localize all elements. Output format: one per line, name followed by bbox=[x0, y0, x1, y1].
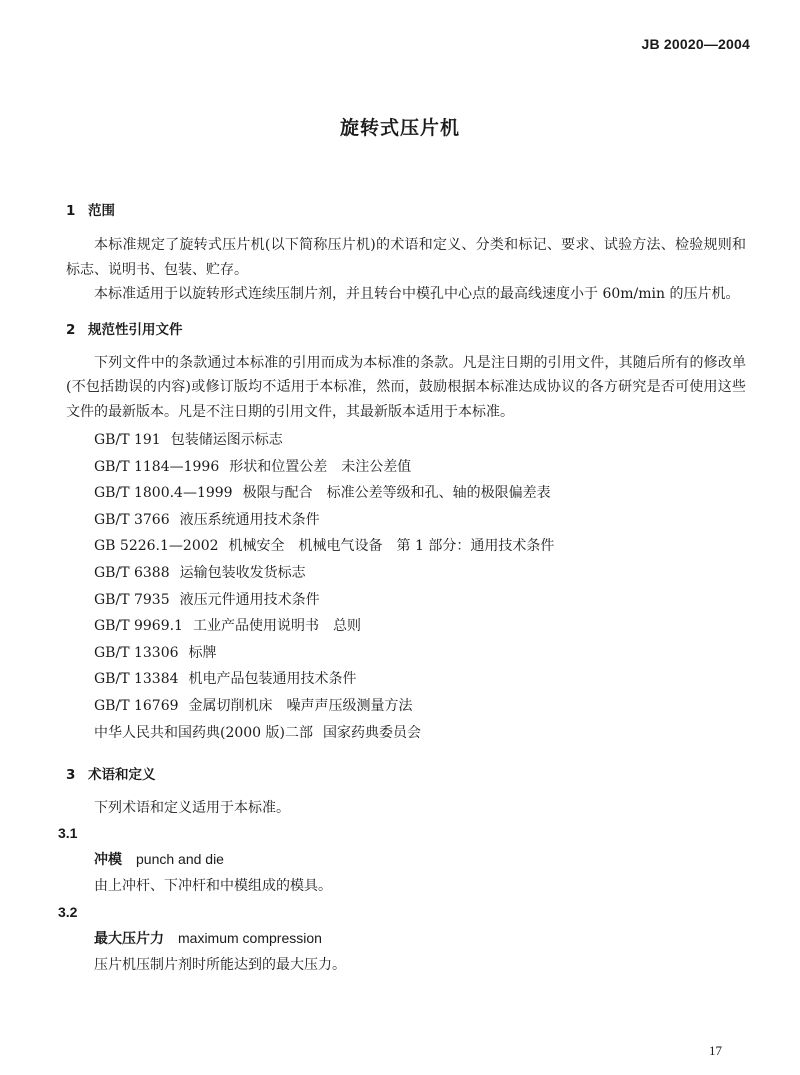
term-entry bbox=[66, 846, 746, 873]
document-body bbox=[58, 198, 746, 979]
reference-code: GB/T 13306 bbox=[94, 644, 179, 661]
term-number: 3.1 bbox=[58, 824, 78, 841]
page-title: 旋转式压片机 bbox=[339, 117, 460, 139]
reference-code: GB/T 7935 bbox=[94, 591, 170, 608]
reference-code: GB 5226.1—2002 bbox=[94, 538, 219, 555]
reference-item bbox=[66, 454, 746, 481]
reference-code: 中华人民共和国药典(2000 版)二部 bbox=[94, 724, 314, 741]
reference-item bbox=[66, 720, 746, 747]
scope-paragraph-1: 本标准规定了旋转式压片机(以下简称压片机)的术语和定义、分类和标记、要求、试验方法、检验规则和标志、说明书、包装、贮存。 bbox=[66, 237, 746, 278]
document-code: JB 20020—2004 bbox=[641, 36, 750, 52]
reference-title: 金属切削机床 噪声声压级测量方法 bbox=[188, 697, 413, 714]
reference-title: 液压系统通用技术条件 bbox=[179, 511, 320, 528]
reference-code: GB/T 191 bbox=[94, 432, 161, 448]
reference-title: 机电产品包装通用技术条件 bbox=[188, 671, 357, 688]
reference-item bbox=[66, 640, 746, 667]
term-english: maximum compression bbox=[178, 929, 322, 946]
reference-title: 形状和位置公差 未注公差值 bbox=[229, 458, 412, 475]
reference-title: 极限与配合 标准公差等级和孔、轴的极限偏差表 bbox=[242, 485, 551, 502]
reference-item bbox=[66, 427, 746, 454]
term-number: 3.2 bbox=[58, 903, 78, 920]
terms-intro: 下列术语和定义适用于本标准。 bbox=[94, 800, 290, 817]
term-definition: 由上冲杆、下冲杆和中模组成的模具。 bbox=[94, 877, 332, 894]
reference-item bbox=[66, 533, 746, 560]
reference-title: 国家药典委员会 bbox=[323, 724, 422, 741]
section-number: 3 bbox=[66, 767, 76, 784]
reference-code: GB/T 1800.4—1999 bbox=[94, 485, 233, 502]
scope-paragraph-2: 本标准适用于以旋转形式连续压制片剂，并且转台中模孔中心点的最高线速度小于 60m/min 的压片机。 bbox=[94, 286, 740, 302]
section-heading-normative bbox=[66, 317, 746, 343]
normative-intro: 下列文件中的条款通过本标准的引用而成为本标准的条款。凡是注日期的引用文件，其随后所有的修改单(不包括勘误的内容)或修订版均不适用于本标准，然而，鼓励根据本标准达成协议的各方研究是否可使用这些文件的最新版本。凡是不注日期的引用文件，其最新版本适用于本标准。 bbox=[66, 354, 746, 420]
section-heading-scope bbox=[66, 198, 746, 224]
term-english: punch and die bbox=[136, 850, 224, 867]
reference-item bbox=[66, 666, 746, 693]
reference-code: GB/T 6388 bbox=[94, 564, 170, 581]
reference-code: GB/T 13384 bbox=[94, 671, 179, 688]
reference-item bbox=[66, 507, 746, 534]
reference-code: GB/T 9969.1 bbox=[94, 618, 183, 635]
page-number: 17 bbox=[709, 1043, 722, 1058]
reference-code: GB/T 3766 bbox=[94, 511, 170, 528]
reference-code: GB/T 1184—1996 bbox=[94, 458, 220, 475]
term-definition: 压片机压制片剂时所能达到的最大压力。 bbox=[94, 956, 346, 973]
reference-title: 机械安全 机械电气设备 第 1 部分：通用技术条件 bbox=[228, 538, 555, 555]
section-title: 规范性引用文件 bbox=[88, 321, 183, 338]
term-chinese: 最大压片力 bbox=[94, 930, 164, 947]
reference-title: 包装储运图示标志 bbox=[170, 432, 283, 448]
reference-item bbox=[66, 587, 746, 614]
reference-code: GB/T 16769 bbox=[94, 697, 179, 714]
term-chinese: 冲模 bbox=[94, 851, 122, 868]
reference-item bbox=[66, 613, 746, 640]
section-title: 术语和定义 bbox=[88, 767, 156, 784]
section-number: 1 bbox=[66, 203, 76, 219]
reference-item bbox=[66, 693, 746, 720]
term-entry bbox=[66, 925, 746, 952]
reference-item bbox=[66, 480, 746, 507]
reference-title: 标牌 bbox=[188, 644, 217, 661]
section-number: 2 bbox=[66, 321, 76, 338]
reference-title: 液压元件通用技术条件 bbox=[179, 591, 320, 608]
reference-title: 运输包装收发货标志 bbox=[179, 564, 306, 581]
reference-title: 工业产品使用说明书 总则 bbox=[192, 618, 361, 635]
section-heading-terms bbox=[66, 762, 746, 788]
section-title: 范围 bbox=[88, 203, 115, 219]
reference-list bbox=[66, 427, 746, 746]
reference-item bbox=[66, 560, 746, 587]
